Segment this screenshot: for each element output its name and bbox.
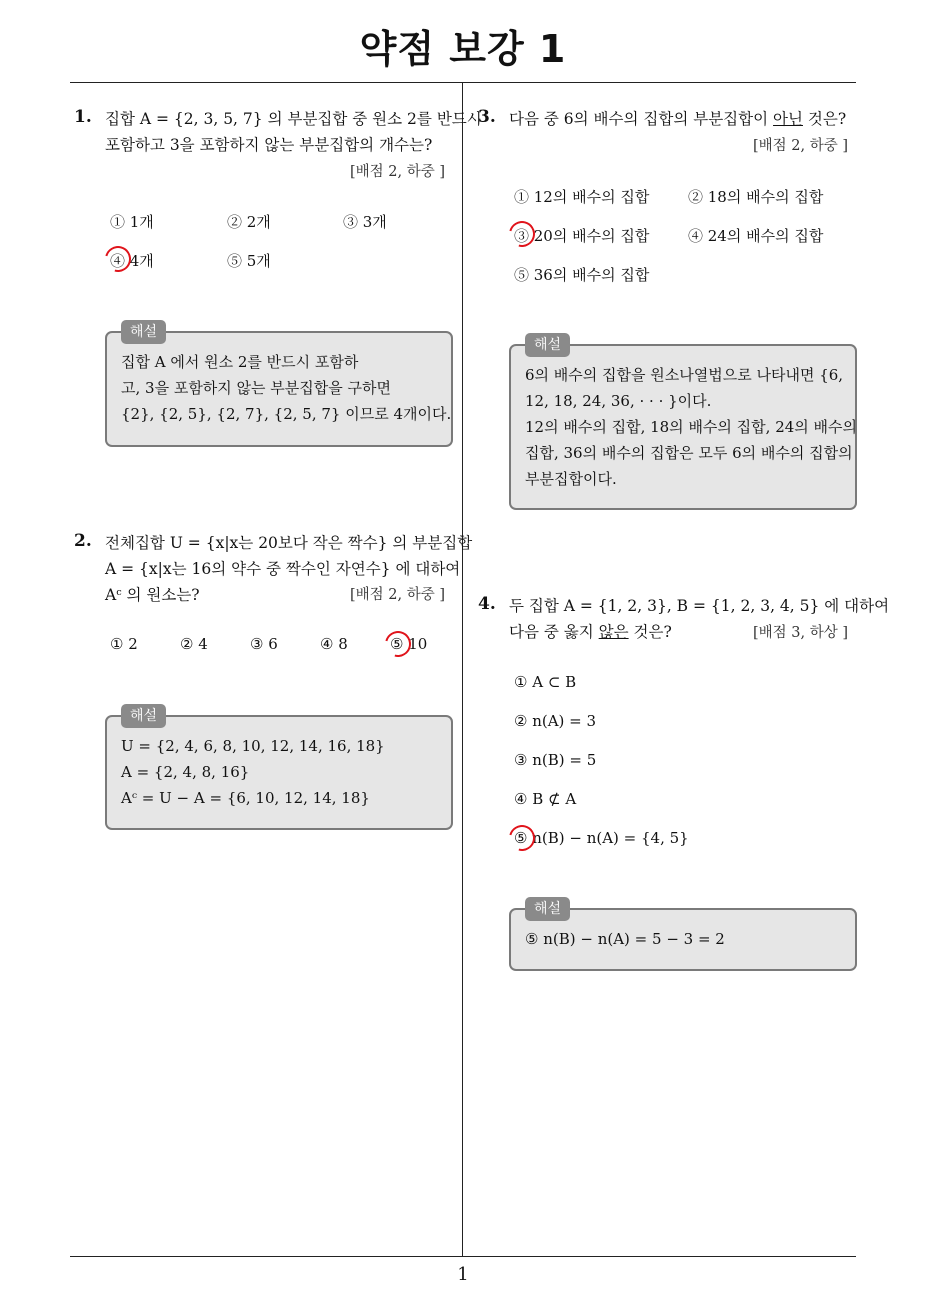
explanation-tag: 해설 [121,704,166,728]
answer-mark-icon [504,216,540,252]
explanation-line: 12의 배수의 집합, 18의 배수의 집합, 24의 배수의 [525,418,858,436]
option-3[interactable]: ③ n(B) = 5 [514,751,597,769]
question-text-line: A = {x|x는 16의 약수 중 짝수인 자연수} 에 대하여 [105,560,461,578]
option-3[interactable]: ③ 20의 배수의 집합 [514,227,650,245]
column-divider [462,82,463,1256]
emphasis-underline: 아닌 [773,110,803,128]
option-5[interactable]: ⑤ 36의 배수의 집합 [514,266,650,284]
emphasis-underline: 않은 [598,623,629,641]
explanation-line: 부분집합이다. [525,470,617,488]
option-4[interactable]: ④ B ⊄ A [514,790,577,808]
option-5[interactable]: ⑤ 5개 [227,252,271,270]
question-text-line: 전체집합 U = {x|x는 20보다 작은 짝수} 의 부분집합 [105,534,473,552]
option-5[interactable]: ⑤ 10 [390,635,428,653]
answer-mark-icon [100,241,136,277]
explanation-line: Aᶜ = U − A = {6, 10, 12, 14, 18} [121,789,370,807]
question-text-line: 두 집합 A = {1, 2, 3}, B = {1, 2, 3, 4, 5} 에 대하여 [509,597,890,615]
option-5[interactable]: ⑤ n(B) − n(A) = {4, 5} [514,829,689,847]
explanation-line: A = {2, 4, 8, 16} [121,763,250,781]
explanation-line: 12, 18, 24, 36, · · · }이다. [525,392,712,410]
option-2[interactable]: ② 4 [180,635,208,653]
explanation-box [105,708,453,830]
page-number: 1 [457,1264,469,1285]
question-number: 3. [478,107,496,127]
explanation-tag: 해설 [525,333,570,357]
bottom-rule [70,1256,856,1257]
score-meta: [배점 2, 하중 ] [753,138,849,154]
question-text-line: 집합 A = {2, 3, 5, 7} 의 부분집합 중 원소 2를 반드시 [105,110,482,128]
option-4[interactable]: ④ 8 [320,635,348,653]
option-3[interactable]: ③ 3개 [343,213,387,231]
explanation-box [105,324,453,447]
explanation-line: 집합, 36의 배수의 집합은 모두 6의 배수의 집합의 [525,444,853,462]
option-1[interactable]: ① 12의 배수의 집합 [514,188,650,206]
explanation-line: ⑤ n(B) − n(A) = 5 − 3 = 2 [525,930,725,948]
page-title: 약점 보강 1 [359,27,567,71]
question-text: 다음 중 옳지 [509,623,599,641]
question-text: 다음 중 6의 배수의 집합의 부분집합이 [509,110,774,128]
explanation-tag: 해설 [121,320,166,344]
option-1[interactable]: ① 1개 [110,213,154,231]
question-text: 것은? [628,623,672,641]
option-4[interactable]: ④ 4개 [110,252,154,270]
question-number: 2. [74,531,92,551]
question-text-line: Aᶜ 의 원소는? [105,586,200,604]
question-text-line: 포함하고 3을 포함하지 않는 부분집합의 개수는? [105,136,433,154]
explanation-line: {2}, {2, 5}, {2, 7}, {2, 5, 7} 이므로 4개이다. [121,405,452,423]
explanation-tag: 해설 [525,897,570,921]
option-2[interactable]: ② n(A) = 3 [514,712,597,730]
explanation-box [509,337,858,510]
score-meta: [배점 2, 하중 ] [350,164,446,180]
explanation-line: 6의 배수의 집합을 원소나열법으로 나타내면 {6, [525,366,844,384]
answer-mark-icon [380,626,416,662]
top-rule [70,82,856,83]
question-text: 것은? [802,110,847,128]
option-2[interactable]: ② 18의 배수의 집합 [688,188,824,206]
option-1[interactable]: ① A ⊂ B [514,673,577,691]
question-number: 4. [478,594,496,614]
answer-mark-icon [504,820,540,856]
explanation-box [509,901,857,971]
option-3[interactable]: ③ 6 [250,635,278,653]
explanation-line: 집합 A 에서 원소 2를 반드시 포함하 [121,353,359,371]
option-1[interactable]: ① 2 [110,635,138,653]
explanation-line: 고, 3을 포함하지 않는 부분집합을 구하면 [121,379,391,397]
option-2[interactable]: ② 2개 [227,213,271,231]
score-meta: [배점 2, 하중 ] [350,587,446,603]
explanation-line: U = {2, 4, 6, 8, 10, 12, 14, 16, 18} [121,737,385,755]
option-4[interactable]: ④ 24의 배수의 집합 [688,227,824,245]
score-meta: [배점 3, 하상 ] [753,625,849,641]
question-number: 1. [74,107,92,127]
